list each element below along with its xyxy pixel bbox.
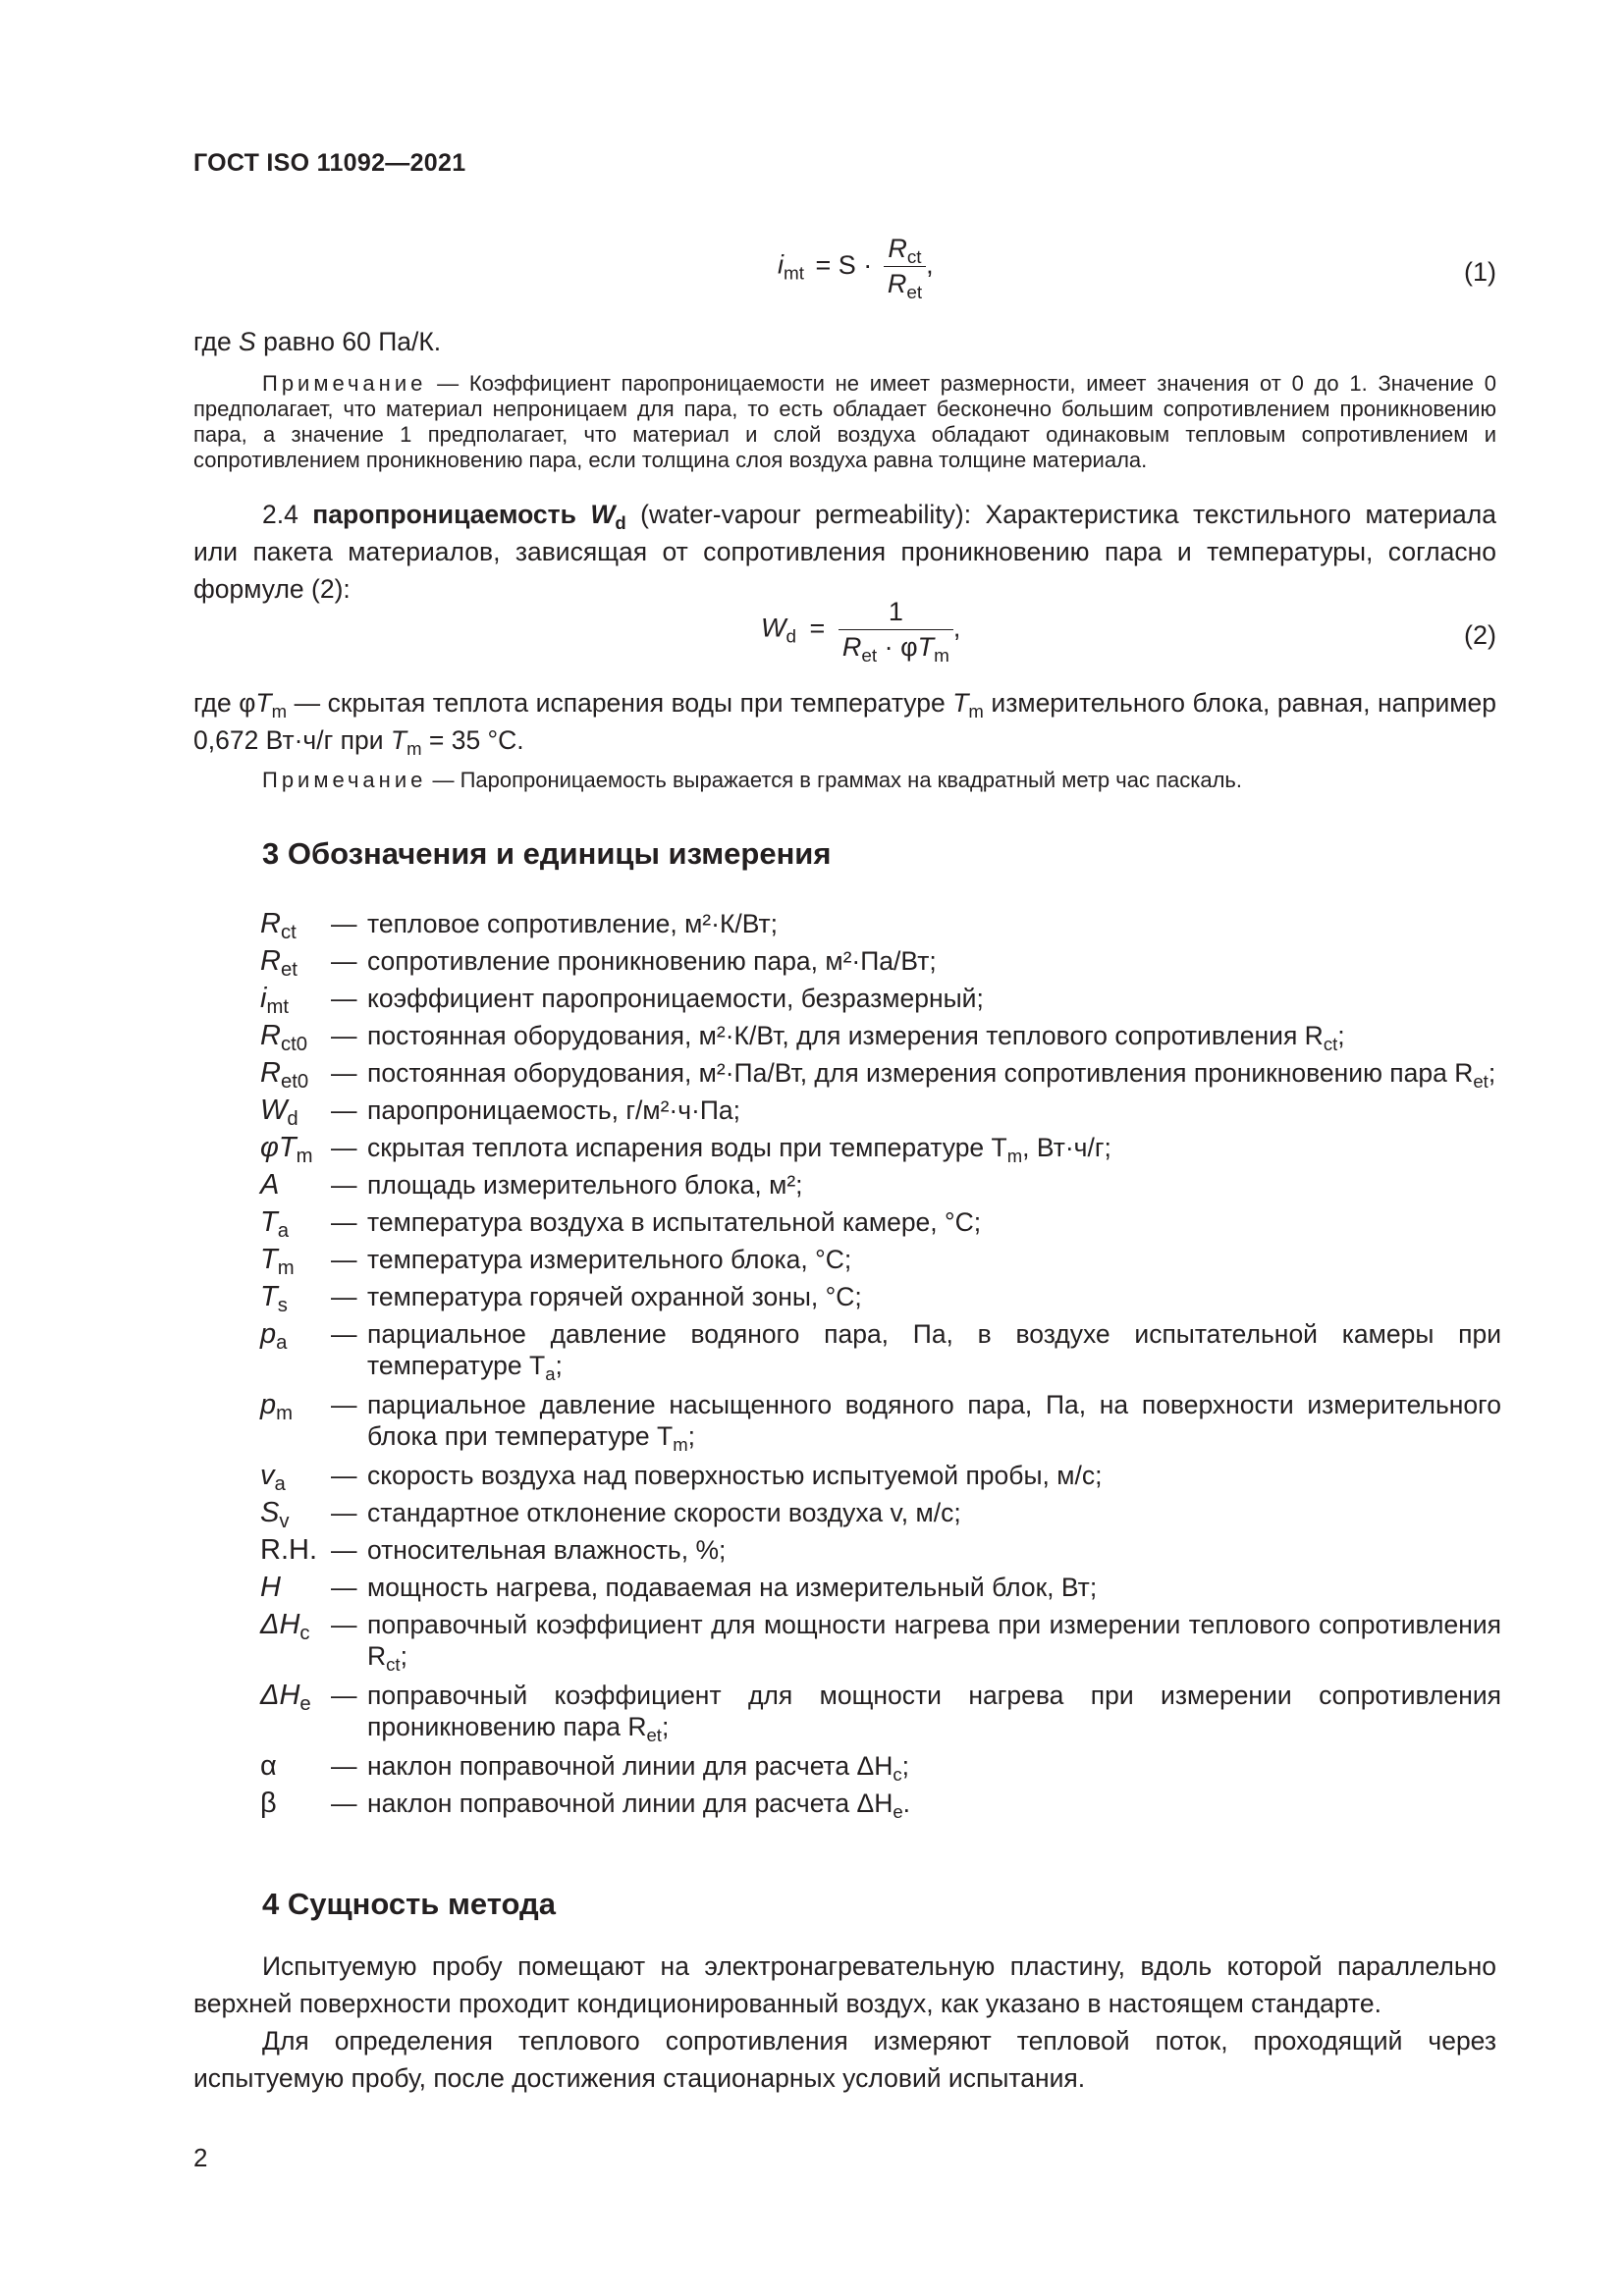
em-dash: — bbox=[331, 1319, 357, 1349]
symbol: $p_m$ bbox=[260, 1389, 294, 1424]
symbol-description: — тепловое сопротивление, м²·К/Вт; bbox=[331, 909, 779, 938]
symbol: $R_{et0}$ bbox=[260, 1057, 309, 1093]
symbol: $v_a$ bbox=[260, 1460, 286, 1495]
symbol: $T_m$ bbox=[260, 1244, 295, 1279]
symbol: $S_v$ bbox=[260, 1497, 290, 1532]
symbol: $\Delta H_e$ bbox=[260, 1680, 311, 1715]
equation-1-number: (1) bbox=[1464, 257, 1496, 287]
symbol: R.H. bbox=[260, 1534, 317, 1566]
em-dash: — bbox=[331, 1535, 357, 1565]
em-dash: — bbox=[331, 1282, 357, 1311]
em-dash: — bbox=[331, 1461, 357, 1490]
symbol-description: — постоянная оборудования, м²·К/Вт, для измерения теплового сопротивления $R_{ct}$; bbox=[331, 1021, 1345, 1054]
symbol-description: — стандартное отклонение скорости воздуха v, м/с; bbox=[331, 1498, 961, 1527]
symbol-description: — скрытая теплота испарения воды при температуре $T_m$, Вт·ч/г; bbox=[331, 1133, 1111, 1166]
em-dash: — bbox=[331, 1610, 357, 1639]
symbol-description: — парциальное давление водяного пара, Па, в воздухе испытательной камеры при температуре $T_a$; bbox=[331, 1319, 1501, 1384]
section-4-paragraph-1: Испытуемую пробу помещают на электронагревательную пластину, вдоль которой параллельно верхней поверхности проходит кондиционированный воздух, как указано в настоящем стандарте. bbox=[193, 1951, 1496, 2018]
section-4-heading: 4 Сущность метода bbox=[262, 1887, 556, 1921]
symbol: $R_{ct}$ bbox=[260, 908, 297, 943]
symbol-description: — сопротивление проникновению пара, м²·Па/Вт; bbox=[331, 946, 937, 976]
fraction-2: $\frac{1}{R_{et} \cdot \varphi T_m}$ bbox=[839, 597, 953, 663]
document-header: ГОСТ ISO 11092—2021 bbox=[193, 149, 466, 177]
em-dash: — bbox=[331, 1751, 357, 1781]
symbol: $R_{et}$ bbox=[260, 945, 298, 981]
symbol: α bbox=[260, 1750, 277, 1782]
symbol-description: — температура измерительного блока, °С; bbox=[331, 1245, 852, 1274]
fraction-1: $\frac{R_{ct}}{R_{et}}$ bbox=[884, 234, 926, 299]
section-3-heading: 3 Обозначения и единицы измерения bbox=[262, 836, 832, 871]
symbol-description: — наклон поправочной линии для расчета $\Delta H_e$. bbox=[331, 1789, 911, 1822]
symbol: $\Delta H_c$ bbox=[260, 1609, 310, 1644]
where-phi-line: где $\varphi T_m$ — скрытая теплота испарения воды при температуре $T_m$ измерительного блока, равная, например 0,672 Вт·ч/г при $T_m = 35$ °С. bbox=[193, 688, 1496, 759]
note-2: Примечание — Паропроницаемость выражается в граммах на квадратный метр час паскаль. bbox=[262, 768, 1242, 792]
symbol: $W_d$ bbox=[260, 1095, 298, 1130]
note-1: Примечание — Коэффициент паропроницаемости не имеет размерности, имеет значения от 0 до 1. Значение 0 предполагает, что материал непроницаем для пара, то есть обладает бесконечно большим сопротивлением проникновению пара, а значение 1 предполагает, что материал и слой воздуха обладают одинаковым тепловым сопротивлением и сопротивлением проникновению пара, если толщина слоя воздуха равна толщине материала. bbox=[193, 371, 1496, 472]
em-dash: — bbox=[331, 1133, 357, 1162]
symbol: $T_a$ bbox=[260, 1206, 289, 1242]
symbol-description: — мощность нагрева, подаваемая на измерительный блок, Вт; bbox=[331, 1573, 1098, 1602]
symbol-description: — постоянная оборудования, м²·Па/Вт, для измерения сопротивления проникновению пара $R_{et}$; bbox=[331, 1058, 1496, 1092]
em-dash: — bbox=[331, 984, 357, 1013]
equation-2-number: (2) bbox=[1464, 620, 1496, 650]
symbol: $i_{mt}$ bbox=[260, 983, 289, 1018]
where-s-line: где S равно 60 Па/К. bbox=[193, 327, 442, 356]
symbol: H bbox=[260, 1572, 281, 1603]
symbol: $\varphi T_m$ bbox=[260, 1132, 313, 1167]
symbol-description: — паропроницаемость, г/м²·ч·Па; bbox=[331, 1095, 741, 1125]
em-dash: — bbox=[331, 1498, 357, 1527]
em-dash: — bbox=[331, 1170, 357, 1200]
symbol-description: — температура воздуха в испытательной камере, °С; bbox=[331, 1207, 982, 1237]
symbol-description: — относительная влажность, %; bbox=[331, 1535, 727, 1565]
em-dash: — bbox=[331, 1207, 357, 1237]
symbol-description: — поправочный коэффициент для мощности нагрева при измерении теплового сопротивления $R_{ct}$; bbox=[331, 1610, 1501, 1675]
symbol: β bbox=[260, 1788, 277, 1819]
symbol-description: — температура горячей охранной зоны, °С; bbox=[331, 1282, 862, 1311]
symbol-description: — парциальное давление насыщенного водяного пара, Па, на поверхности измерительного блока при температуре $T_m$; bbox=[331, 1390, 1501, 1455]
em-dash: — bbox=[331, 946, 357, 976]
symbol-description: — площадь измерительного блока, м²; bbox=[331, 1170, 803, 1200]
em-dash: — bbox=[331, 1390, 357, 1419]
em-dash: — bbox=[331, 1021, 357, 1050]
page-number: 2 bbox=[193, 2143, 208, 2172]
section-4-paragraph-2: Для определения теплового сопротивления измеряют тепловой поток, проходящий через испытуемую пробу, после достижения стационарных условий испытания. bbox=[193, 2026, 1496, 2093]
em-dash: — bbox=[331, 1573, 357, 1602]
symbol: A bbox=[260, 1169, 280, 1201]
equation-2: $W_d$ = $\frac{1}{R_{et} \cdot \varphi T_m}$ , bbox=[761, 597, 961, 667]
symbol: $R_{ct0}$ bbox=[260, 1020, 308, 1055]
symbol: $T_s$ bbox=[260, 1281, 288, 1316]
symbol-description: — коэффициент паропроницаемости, безразмерный; bbox=[331, 984, 984, 1013]
em-dash: — bbox=[331, 909, 357, 938]
em-dash: — bbox=[331, 1245, 357, 1274]
symbol: $p_a$ bbox=[260, 1318, 288, 1354]
em-dash: — bbox=[331, 1095, 357, 1125]
em-dash: — bbox=[331, 1058, 357, 1088]
em-dash: — bbox=[331, 1789, 357, 1818]
em-dash: — bbox=[331, 1681, 357, 1710]
definition-2-4: 2.4 паропроницаемость $W_d$ (water-vapour permeability): Характеристика текстильного материала или пакета материалов, зависящая от сопротивления проникновению пара и температуры, согласно формуле (2): bbox=[193, 500, 1496, 604]
symbol-description: — скорость воздуха над поверхностью испытуемой пробы, м/с; bbox=[331, 1461, 1103, 1490]
symbol-description: — поправочный коэффициент для мощности нагрева при измерении сопротивления проникновению пара $R_{et}$; bbox=[331, 1681, 1501, 1745]
equation-1: $i_{mt} = S$ · $\frac{R_{ct}}{R_{et}}$ , bbox=[778, 234, 934, 303]
symbol-description: — наклон поправочной линии для расчета $\Delta H_c$; bbox=[331, 1751, 909, 1785]
